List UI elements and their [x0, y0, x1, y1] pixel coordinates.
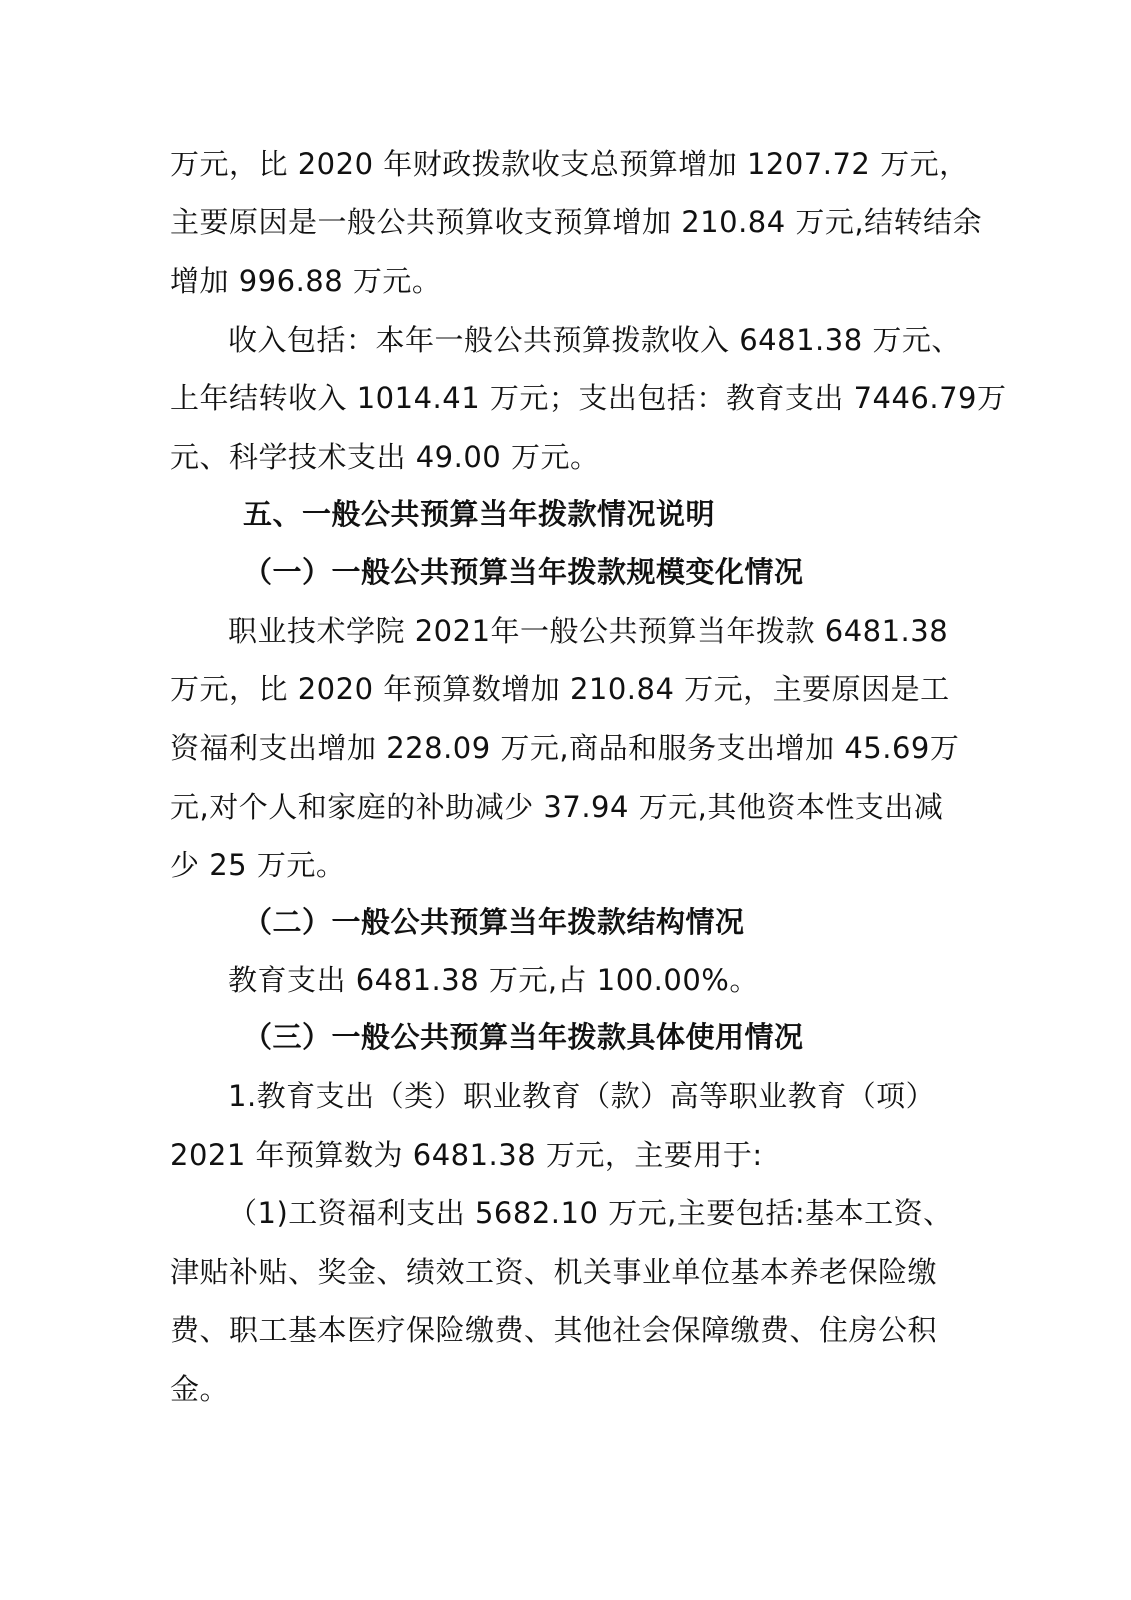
- subsection-heading: （一）一般公共预算当年拨款规模变化情况: [243, 555, 804, 589]
- paragraph-line: （1)工资福利支出 5682.10 万元,主要包括:基本工资、: [228, 1196, 953, 1230]
- paragraph-line: 收入包括：本年一般公共预算拨款收入 6481.38 万元、: [228, 323, 961, 357]
- paragraph-line: 资福利支出增加 228.09 万元,商品和服务支出增加 45.69万: [170, 731, 960, 765]
- paragraph-line: 增加 996.88 万元。: [170, 264, 442, 298]
- paragraph-line: 金。: [170, 1372, 230, 1406]
- section-heading: 五、一般公共预算当年拨款情况说明: [243, 497, 716, 531]
- paragraph-line: 万元，比 2020 年预算数增加 210.84 万元，主要原因是工: [170, 672, 950, 706]
- paragraph-line: 万元，比 2020 年财政拨款收支总预算增加 1207.72 万元，: [170, 147, 969, 181]
- paragraph-line: 元、科学技术支出 49.00 万元。: [170, 440, 600, 474]
- paragraph-line: 教育支出 6481.38 万元,占 100.00%。: [228, 963, 759, 997]
- paragraph-line: 费、职工基本医疗保险缴费、其他社会保障缴费、住房公积: [170, 1313, 938, 1347]
- paragraph-line: 主要原因是一般公共预算收支预算增加 210.84 万元,结转结余: [170, 205, 983, 239]
- paragraph-line: 少 25 万元。: [170, 848, 346, 882]
- paragraph-line: 津贴补贴、奖金、绩效工资、机关事业单位基本养老保险缴: [170, 1255, 938, 1289]
- subsection-heading: （二）一般公共预算当年拨款结构情况: [243, 905, 745, 939]
- paragraph-line: 元,对个人和家庭的补助减少 37.94 万元,其他资本性支出减: [170, 790, 944, 824]
- paragraph-line: 上年结转收入 1014.41 万元；支出包括：教育支出 7446.79万: [170, 381, 1007, 415]
- paragraph-line: 2021 年预算数为 6481.38 万元，主要用于:: [170, 1138, 763, 1172]
- paragraph-line: 职业技术学院 2021年一般公共预算当年拨款 6481.38: [228, 614, 949, 648]
- subsection-heading: （三）一般公共预算当年拨款具体使用情况: [243, 1020, 804, 1054]
- paragraph-line: 1.教育支出（类）职业教育（款）高等职业教育（项）: [228, 1079, 936, 1113]
